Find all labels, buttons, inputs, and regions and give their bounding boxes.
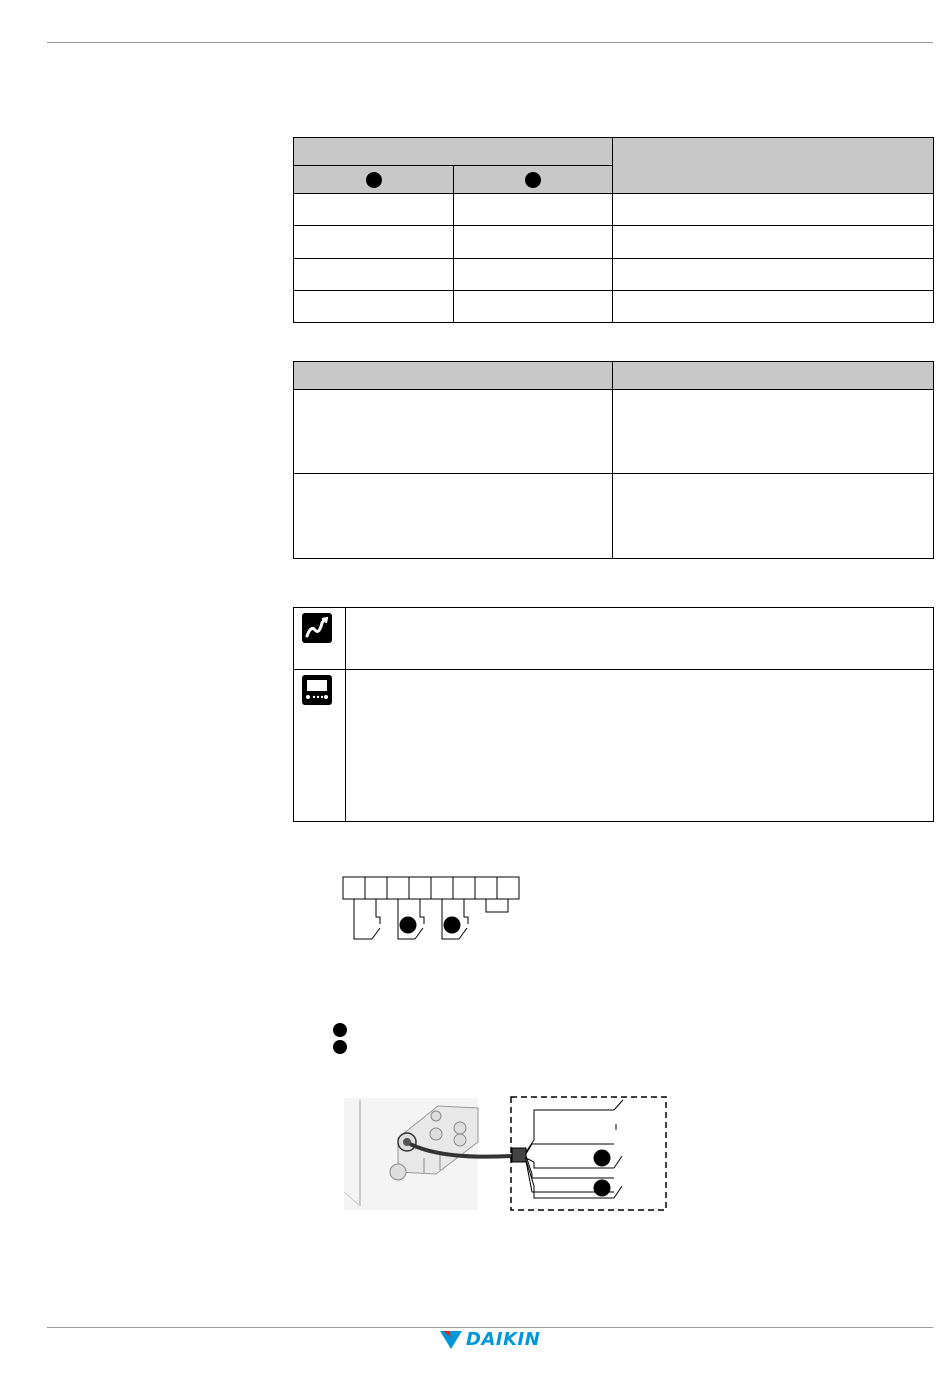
table-row (294, 390, 934, 474)
icon-text-cell (346, 608, 934, 670)
table-cell (294, 194, 454, 226)
power-wire-icon (302, 613, 332, 646)
table-row (294, 474, 934, 559)
icon-table (293, 607, 934, 822)
table-cell (454, 194, 613, 226)
table-row (294, 670, 934, 822)
callout-dot (366, 172, 382, 188)
table-header-left (294, 362, 613, 390)
icon-text-cell (346, 670, 934, 822)
table-cell (613, 226, 934, 259)
callout-dot (333, 1040, 347, 1054)
table-cell (454, 259, 613, 291)
user-interface-icon (302, 675, 332, 708)
table-row (294, 608, 934, 670)
unit-cable-illustration (340, 1094, 670, 1216)
footer-rule (47, 1327, 933, 1328)
table-header-dot-a (294, 166, 454, 194)
header-rule (47, 42, 933, 43)
legend-item (333, 1040, 353, 1054)
callout-dot (444, 917, 461, 934)
table-cell (294, 291, 454, 323)
terminal-wiring-diagram (340, 872, 530, 944)
table-cell (294, 226, 454, 259)
table-row (294, 194, 934, 226)
icon-cell (294, 670, 346, 822)
table-cell (613, 291, 934, 323)
table-row (294, 259, 934, 291)
table-header-dot-b (454, 166, 613, 194)
daikin-logo (440, 1329, 540, 1350)
table-cell (294, 474, 613, 559)
table-cell (454, 291, 613, 323)
brand-text: DAIKIN (466, 1329, 541, 1350)
table-header-right (613, 362, 934, 390)
table-cell (613, 474, 934, 559)
table-cell (454, 226, 613, 259)
settings-table (293, 137, 934, 323)
table-row (294, 226, 934, 259)
callout-dot (400, 917, 417, 934)
table-header-group (294, 138, 613, 166)
icon-cell (294, 608, 346, 670)
table-row (294, 291, 934, 323)
table-cell (294, 390, 613, 474)
table-cell (613, 259, 934, 291)
table-header-description (613, 138, 934, 194)
table-cell (613, 194, 934, 226)
callout-dot (525, 172, 541, 188)
table-cell (613, 390, 934, 474)
info-table (293, 361, 934, 559)
table-cell (294, 259, 454, 291)
callout-dot (333, 1023, 347, 1037)
daikin-logo-mark-icon (440, 1331, 462, 1349)
callout-dot (594, 1150, 611, 1167)
legend-item (333, 1023, 353, 1037)
callout-dot (594, 1180, 611, 1197)
